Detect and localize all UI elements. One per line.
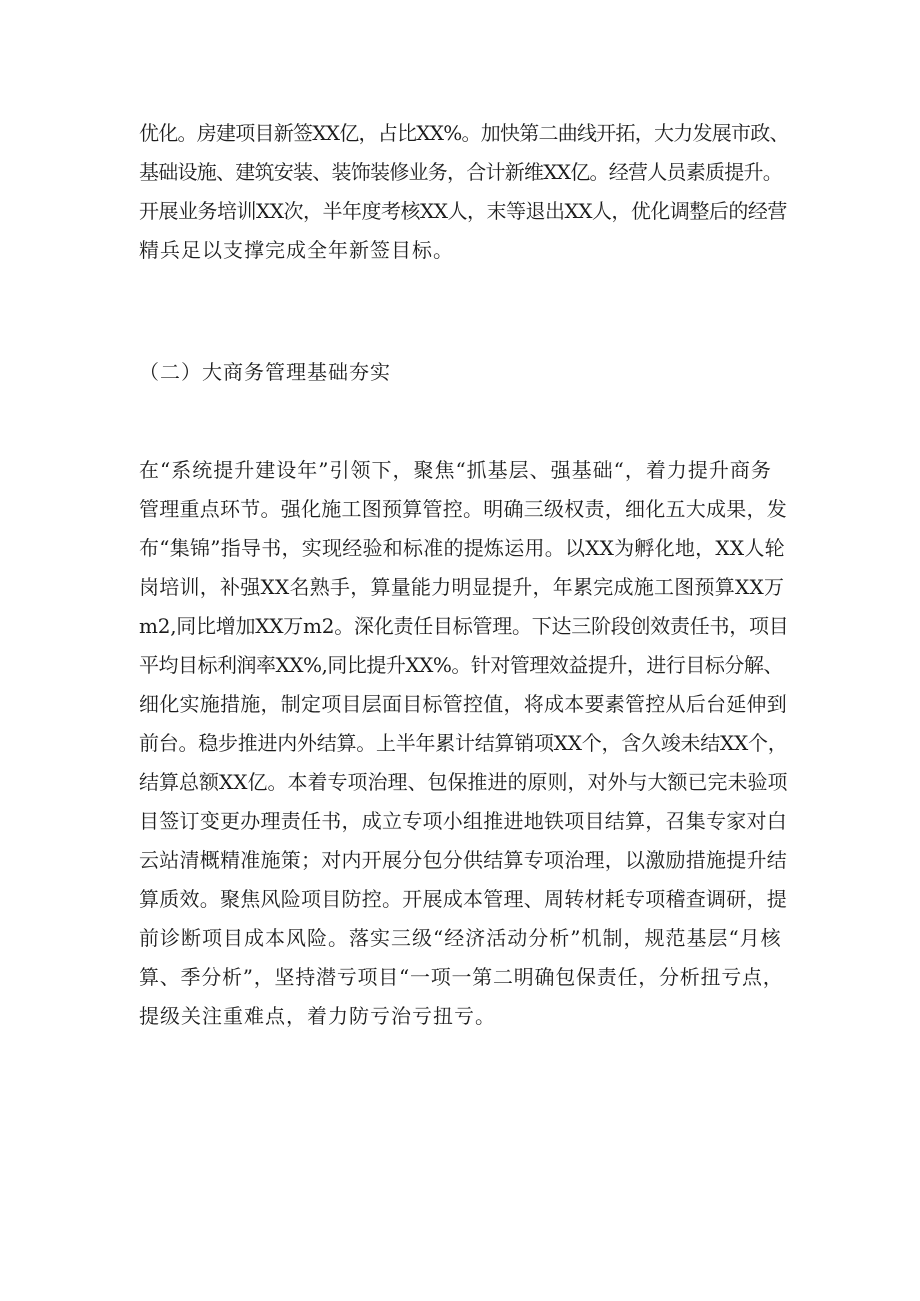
paragraph-line: m2,同比增加XX万m2。深化责任目标管理。下达三阶段创效责任书，项目	[139, 614, 789, 638]
paragraph-line: 云站清概精准施策；对内开展分包分供结算专项治理，以激励措施提升结	[139, 848, 787, 872]
paragraph-line: 算、季分析”，坚持潜亏项目“一项一第二明确包保责任，分析扭亏点，	[139, 965, 784, 989]
paragraph-line: 基础设施、建筑安装、装饰装修业务，合计新维XX亿。经营人员素质提升。	[139, 160, 782, 184]
paragraph-line: 平均目标利润率XX%,同比提升XX%。针对管理效益提升，进行目标分解、	[139, 653, 783, 677]
paragraph-line: 细化实施措施，制定项目层面目标管控值，将成本要素管控从后台延伸到	[139, 692, 787, 716]
paragraph-1	[139, 114, 789, 270]
paragraph-line: 前台。稳步推进内外结算。上半年累计结算销项XX个，含久竣未结XX个，	[139, 731, 788, 755]
paragraph-line: 管理重点环节。强化施工图预算管控。明确三级权责，细化五大成果，发	[139, 497, 787, 521]
paragraph-line: 目签订变更办理责任书，成立专项小组推进地铁项目结算，召集专家对白	[139, 809, 787, 833]
paragraph-2	[139, 451, 789, 1036]
section-heading-text: （二）大商务管理基础夯实	[139, 360, 391, 384]
paragraph-line: 提级关注重难点，着力防亏治亏扭亏。	[139, 1004, 496, 1028]
paragraph-line: 优化。房建项目新签XX亿，占比XX%。加快第二曲线开拓，大力发展市政、	[139, 121, 789, 145]
paragraph-line: 在“系统提升建设年”引领下，聚焦“抓基层、强基础“，着力提升商务	[139, 458, 772, 482]
paragraph-line: 结算总额XX亿。本着专项治理、包保推进的原则，对外与大额已完未验项	[139, 770, 788, 794]
paragraph-line: 岗培训，补强XX名熟手，算量能力明显提升，年累完成施工图预算XX万	[139, 575, 785, 599]
paragraph-line: 布“集锦”指导书，实现经验和标准的提炼运用。以XX为孵化地，XX人轮	[139, 536, 785, 560]
paragraph-line: 算质效。聚焦风险项目防控。开展成本管理、周转材耗专项稽查调研，提	[139, 887, 787, 911]
paragraph-line: 精兵足以支撑完成全年新签目标。	[139, 238, 454, 262]
paragraph-line: 前诊断项目成本风险。落实三级“经济活动分析”机制，规范基层“月核	[139, 926, 782, 950]
paragraph-line: 开展业务培训XX次，半年度考核XX人，末等退出XX人，优化调整后的经营	[139, 199, 787, 223]
section-heading	[139, 353, 789, 392]
